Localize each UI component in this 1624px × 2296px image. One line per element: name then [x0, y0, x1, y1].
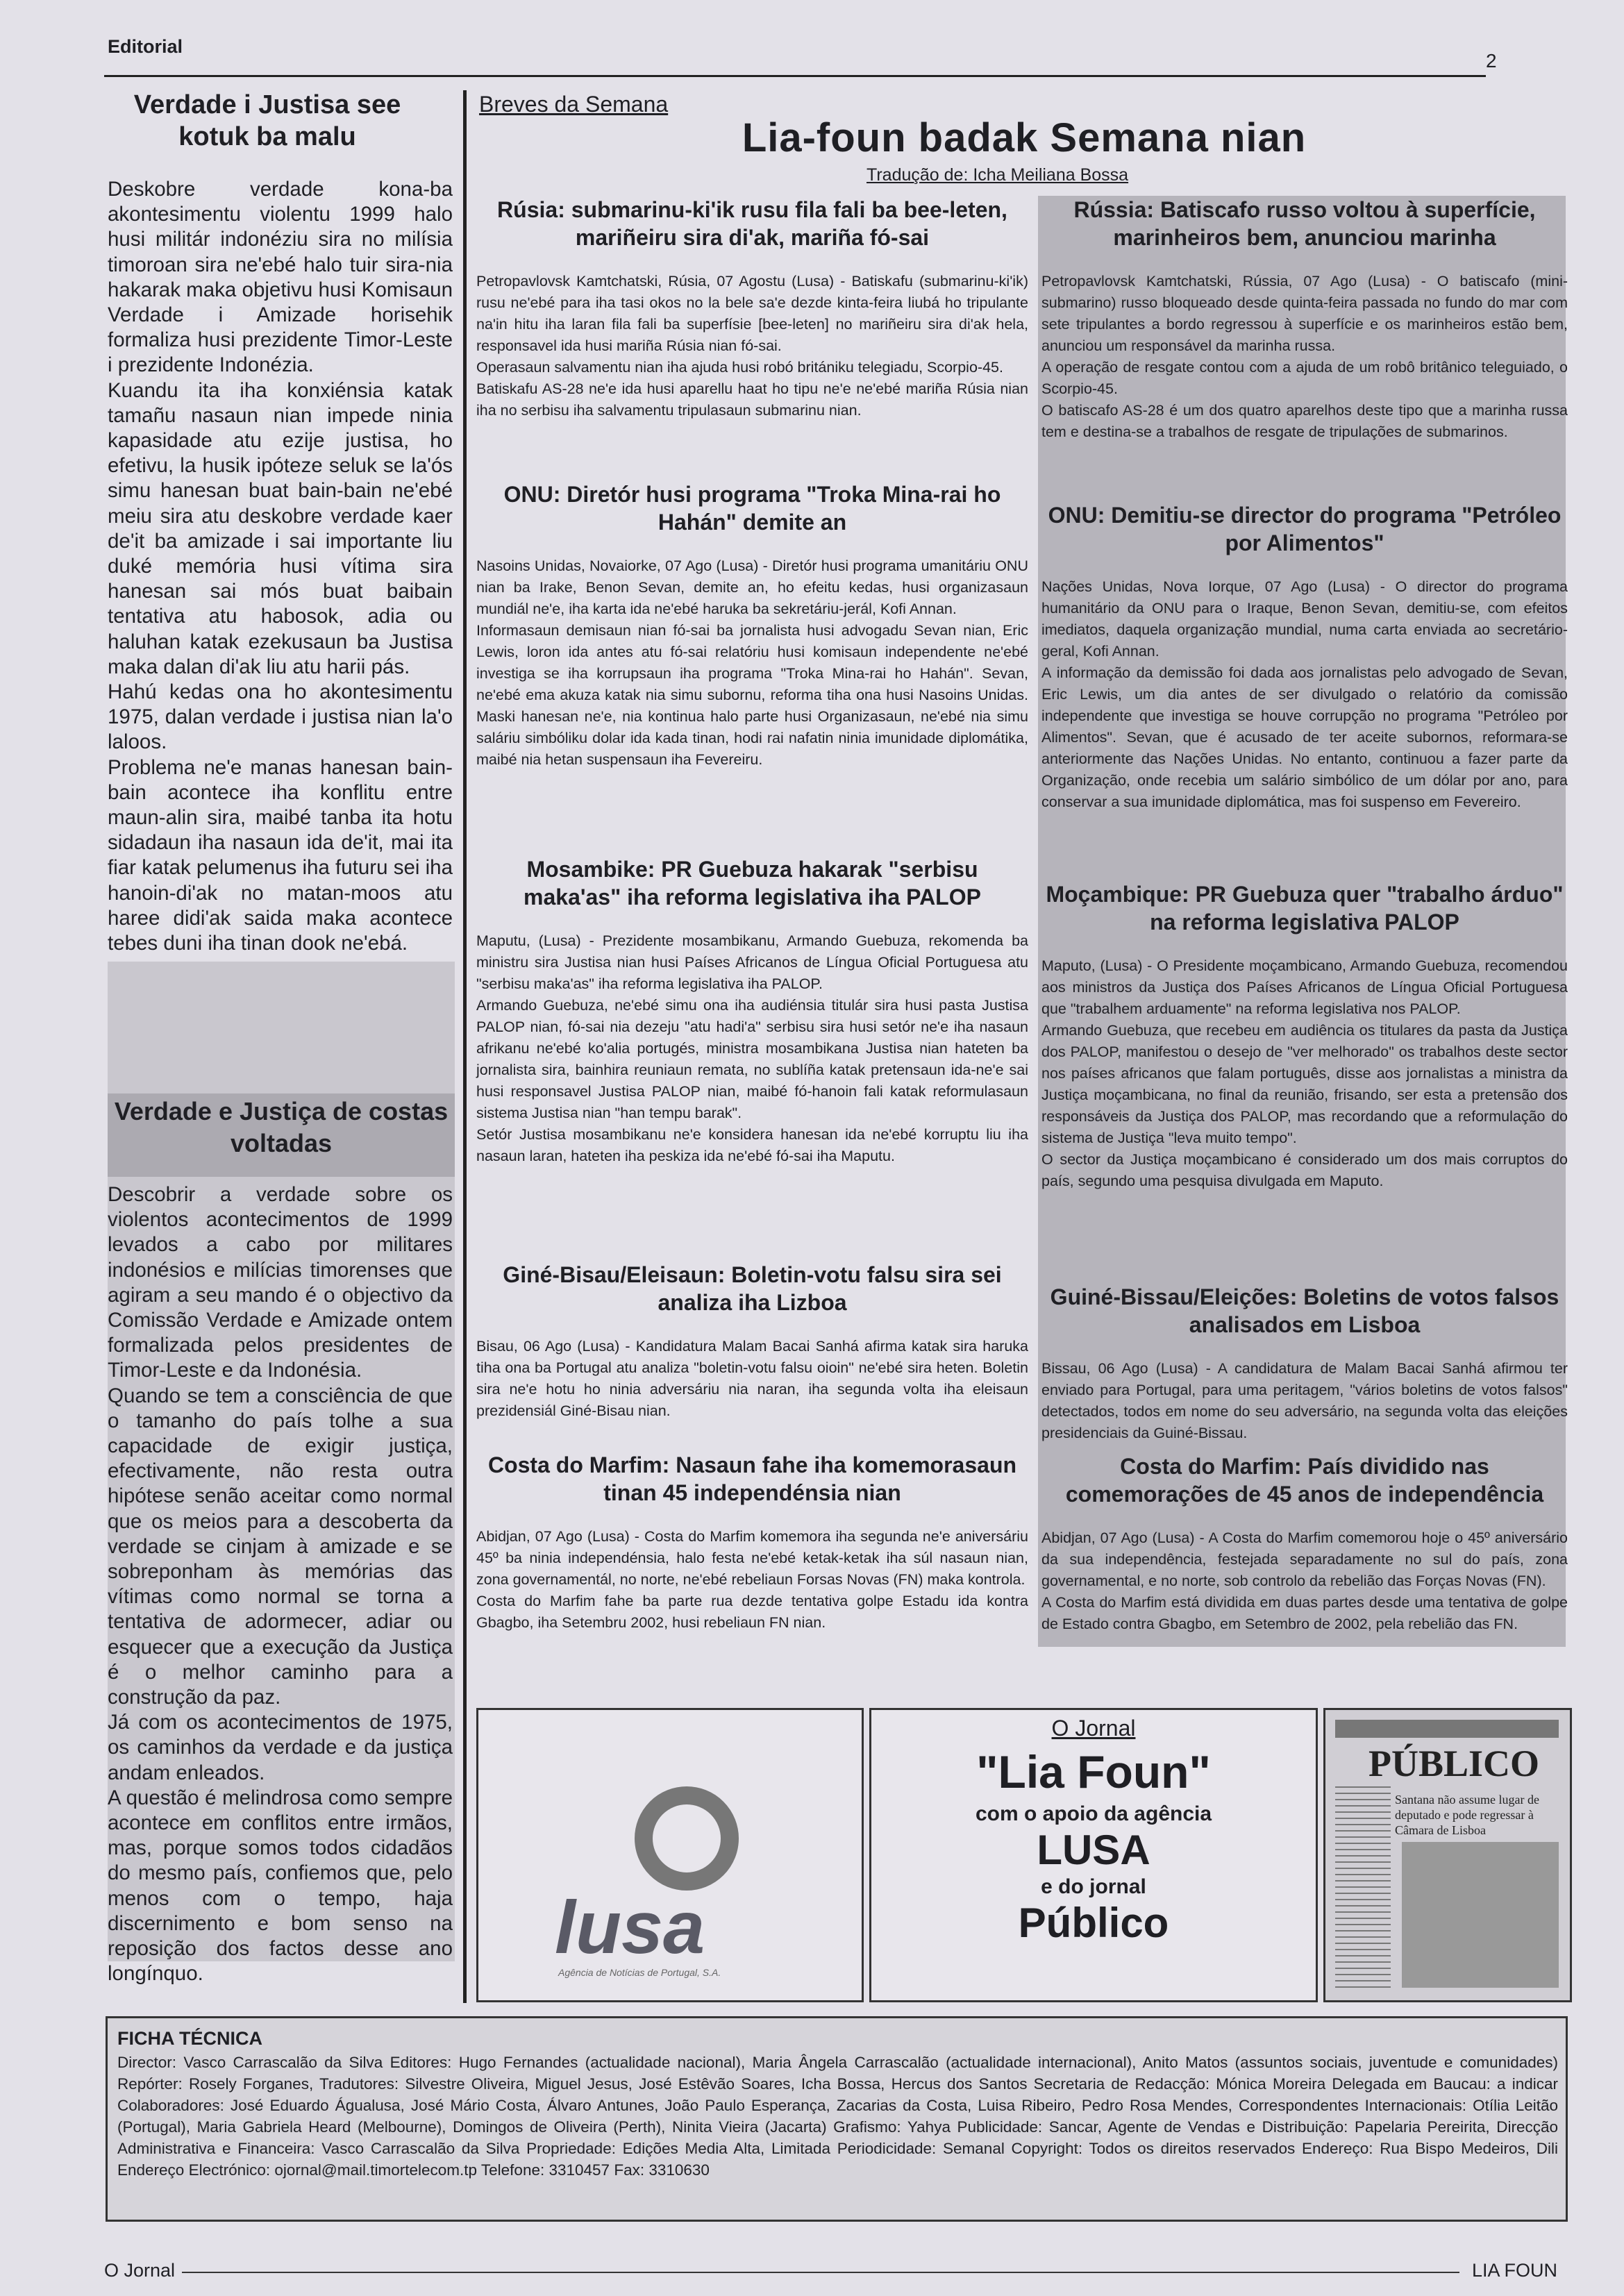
- article-body: [1041, 271, 1568, 443]
- editorial-body-tetum: [108, 177, 453, 956]
- article-paragraph: Informasaun demisaun nian fó-sai ba jornalista husi advogadu Sevan nian, Eric Lewis, loron ida antes atu fó-sai relatóriu husi komisaun independente ne'ebé investiga se iha korrupsaun iha programa "Troka Mina-rai ho Hahán". Sevan, ne'ebé ema akuza katak nia simu subornu, reforma tiha ona husi Nasoins Unidas. Maski hanesan ne'e, nia kontinua halo parte husi Organizasaun, ne'ebé nia simu saláriu simbóliku dolar ida kada tinan, hodi rai nafatin ninia imunidade diplomátika, maibé nia hetan suspensaun iha Fevereiru.: [476, 622, 1028, 768]
- article-paragraph: Bisau, 06 Ago (Lusa) - Kandidatura Malam Bacai Sanhá afirma katak sira haruka tiha ona ba Portugal atu analiza "boletin-votu falsu oioin" ne'ebé sira heten. Boletin sira ne'e hotu ho ninia adversáriu nia naran, iha segunda volta iha eleisaun prezidensiál Giné-Bisau nian.: [476, 1338, 1028, 1419]
- jornal-credit-box: [869, 1708, 1318, 2002]
- jornal-and-text: e do jornal: [1041, 1875, 1146, 1898]
- article-headline: Costa do Marfim: País dividido nas comemorações de 45 anos de independência: [1065, 1454, 1544, 1507]
- article-headline: Rússia: Batiscafo russo voltou à superfície, marinheiros bem, anunciou marinha: [1073, 197, 1536, 250]
- article-russia-portuguese: [1041, 196, 1568, 443]
- article-body: [1041, 576, 1568, 813]
- article-paragraph: Abidjan, 07 Ago (Lusa) - Costa do Marfim komemora iha segunda ne'e aniversáriu 45º ba ninia independénsia, halo festa ne'ebé ketak-ketak iha súl nasaun nian, zona governamentál, no norte, ne'ebé rebeliaun Forsas Novas (FN) maka kontrola.: [476, 1528, 1028, 1588]
- article-paragraph: Nações Unidas, Nova Iorque, 07 Ago (Lusa) - O director do programa humanitário da ONU para o Iraque, Benon Sevan, demitiu-se, com efeitos imediatos, daquela organização mundial, numa carta enviada ao secretário-geral, Kofi Annan.: [1041, 578, 1568, 660]
- article-body: [1041, 955, 1568, 1192]
- article-headline: Moçambique: PR Guebuza quer "trabalho árduo" na reforma legislativa PALOP: [1046, 882, 1564, 935]
- translation-credit: Tradução de: Icha Meiliana Bossa: [867, 165, 1129, 185]
- article-headline: Rúsia: submarinu-ki'ik rusu fila fali ba bee-leten, mariñeiru sira di'ak, mariña fó-sai: [497, 197, 1007, 250]
- article-paragraph: A operação de resgate contou com a ajuda de um robô britânico teleguiado, o Scorpio-45.: [1041, 359, 1568, 397]
- article-headline: Giné-Bisau/Eleisaun: Boletin-votu falsu sira sei analiza iha Lizboa: [503, 1262, 1002, 1315]
- editorial-body-portuguese: [108, 1182, 453, 1987]
- editorial-title-tetum: Verdade i Justisa see kotuk ba malu: [133, 90, 401, 151]
- page-number: 2: [1486, 50, 1497, 72]
- article-paragraph: Maputo, (Lusa) - O Presidente moçambicano, Armando Guebuza, recomendou aos ministros da Justiça dos Países Africanos de Língua Oficial Portuguesa que "trabalhem arduamente" na reforma legislativa nos PALOP.: [1041, 957, 1568, 1017]
- jornal-support-text: com o apoio da agência: [975, 1802, 1212, 1825]
- article-paragraph: Operasaun salvamentu nian iha ajuda husi robó britániku telegiadu, Scorpio-45.: [476, 359, 1003, 376]
- publico-photo: [1402, 1842, 1559, 1988]
- article-paragraph: Armando Guebuza, que recebeu em audiência os titulares da pasta da Justiça dos PALOP, manifestou o desejo de "ver melhorado" os trabalhos deste sector nos países africanos que falam português, disse aos jornalistas a ministra da Justiça moçambicana, no final da reunião, frisando, ser esta a pretensão dos responsáveis da Justiça dos PALOP, mas recordando que a reformulação do sistema de Justiça "leva muito tempo".: [1041, 1022, 1568, 1146]
- article-mozambique-tetum: [476, 855, 1028, 1167]
- article-paragraph: Abidjan, 07 Ago (Lusa) - A Costa do Marfim comemorou hoje o 45º aniversário da sua independência, festejada separadamente no sul do país, zona governamental, e no norte, sob controlo da rebelião das Forças Novas (FN).: [1041, 1530, 1568, 1589]
- article-mozambique-portuguese: [1041, 880, 1568, 1192]
- article-paragraph: Costa do Marfim fahe ba parte rua dezde tentativa golpe Estadu ida kontra Gbagbo, iha Setembru 2002, husi rebeliaun FN nian.: [476, 1593, 1028, 1631]
- article-body: [476, 271, 1028, 421]
- article-headline: ONU: Diretór husi programa "Troka Mina-rai ho Hahán" demite an: [503, 482, 1001, 535]
- section-label: Editorial: [108, 36, 183, 57]
- article-body: [476, 930, 1028, 1167]
- jornal-lusa: LUSA: [1037, 1827, 1150, 1873]
- lusa-tagline: Agência de Notícias de Portugal, S.A.: [558, 1967, 721, 1978]
- article-headline: Guiné-Bissau/Eleições: Boletins de votos falsos analisados em Lisboa: [1050, 1284, 1559, 1337]
- jornal-label: O Jornal: [1051, 1716, 1136, 1741]
- article-body: [1041, 1358, 1568, 1444]
- article-paragraph: O sector da Justiça moçambicano é considerado um dos mais corruptos do país, segundo uma pesquisa divulgada em Maputo.: [1041, 1151, 1568, 1189]
- lusa-logo-box: [476, 1708, 864, 2002]
- footer-rule: [182, 2272, 1459, 2273]
- ficha-body: Director: Vasco Carrascalão da Silva Editores: Hugo Fernandes (actualidade nacional), Maria Ângela Carrascalão (actualidade internacional), Anito Matos (assuntos sociais, juventude e comunidades) Repórter: Rosely Forganes, Tradutores: Silvestre Oliveira, Miguel Jesus, José Estêvão Soares, Icha Bossa, Hercus dos Santos Secretaria de Redacção: Mónica Moreira Delegada em Baucau: a indicar Colaboradores: José Eduardo Águalusa, José Mário Costa, Álvaro Antunes, João Paulo Esperança, Zacarias da Costa, Luisa Ribeiro, Pedro Rosa Mendes, Correspondentes Internacionais: Otília Leitão (Portugal), Maria Gabriela Heard (Melbourne), Domingos de Oliveira (Perth), Ninita Vieira (Jacarta) Grafismo: Yahya Publicidade: Sancar, Agente de Vendas e Distribuição: Papelaria Pereirita, Direcção Administrativa e Financeira: Vasco Carrascalão da Silva Propriedade: Edições Media Alta, Limitada Periodicidade: Semanal Copyright: Todos os direitos reservados Endereço: Rua Bispo Medeiros, Dili Endereço Electrónico: ojornal@mail.timortelecom.tp Telefone: 3310457 Fax: 3310630: [117, 2054, 1558, 2179]
- article-paragraph: Maputu, (Lusa) - Prezidente mosambikanu, Armando Guebuza, rekomenda ba ministru sira Justisa nian husi Países Africanos de Língua Oficial Portuguesa atu "serbisu maka'as" iha reforma legislativa iha PALOP.: [476, 932, 1028, 992]
- article-headline: ONU: Demitiu-se director do programa "Petróleo por Alimentos": [1048, 503, 1562, 555]
- article-onu-portuguese: [1041, 501, 1568, 813]
- publico-top-strip: [1335, 1720, 1559, 1738]
- article-ivory-coast-tetum: [476, 1451, 1028, 1634]
- lusa-logo: lusa: [555, 1885, 705, 1969]
- article-paragraph: A Costa do Marfim está dividida em duas partes desde uma tentativa de golpe de Estado contra Gbagbo, em Setembro de 2002, pela rebelião das FN.: [1041, 1594, 1568, 1632]
- ficha-title: FICHA TÉCNICA: [117, 2028, 262, 2049]
- breves-heading: Breves da Semana: [479, 92, 669, 117]
- article-body: [476, 1526, 1028, 1634]
- article-headline: Costa do Marfim: Nasaun fahe iha komemorasaun tinan 45 independénsia nian: [487, 1452, 1017, 1505]
- article-paragraph: A informação da demissão foi dada aos jornalistas pelo advogado de Sevan, Eric Lewis, um dia antes de ser divulgado o relatório da comissão independente que investiga se houve corrupção no programa "Petróleo por Alimentos". Sevan, que é acusado de ter aceite subornos, reformara-se anteriormente das Nações Unidas. No entanto, continuou a fazer parte da Organização, onde recebia um salário simbólico de um dólar por ano, para conservar a sua imunidade diplomática, mas foi suspenso em Fevereiro.: [1041, 664, 1568, 810]
- article-paragraph: Armando Guebuza, ne'ebé simu ona iha audiénsia titulár sira husi pasta Justisa PALOP nian, fó-sai nia dezeju "atu hadi'a" serbisu sira husi setór ne'e iha nasaun afrikanu ne'ebé ko'alia portugés, ministra mosambikana Justisa nian hateten ba jornalista sira, bainhira reuniaun remata, no sublíña katak pretensaun ida-ne'e sai husi responsavel Justisa PALOP nian, maibé fó-hanoin fali katak reformulasaun sistema Justisa nian "han tempu barak".: [476, 997, 1028, 1121]
- editorial-paragraph: Hahú kedas ona ho akontesimentu 1975, dalan verdade i justisa nian la'o laloos.: [108, 680, 453, 754]
- ficha-tecnica-box: [106, 2016, 1568, 2222]
- article-russia-tetum: [476, 196, 1028, 421]
- jornal-publico: Público: [1018, 1900, 1169, 1946]
- article-guinea-tetum: [476, 1261, 1028, 1422]
- publico-headline: Santana não assume lugar de deputado e pode regressar à Câmara de Lisboa: [1395, 1793, 1539, 1837]
- globe-icon: [635, 1786, 739, 1891]
- editorial-title-portuguese: Verdade e Justiça de costas voltadas: [114, 1097, 449, 1157]
- footer-left: O Jornal: [104, 2260, 176, 2281]
- article-body: [476, 555, 1028, 771]
- article-paragraph: Petropavlovsk Kamtchatski, Rúsia, 07 Agostu (Lusa) - Batiskafu (submarinu-ki'ik) rusu ne'ebé para iha tasi okos no la bele sa'e dezde kinta-feira liubá ho tripulante na'in hitu iha laran fila fali ba superfísie [bee-leten] no mariñeiru sira di'ak hela, responsavel ida husi mariña Rúsia nian fó-sai.: [476, 273, 1028, 354]
- editorial-paragraph: Kuandu ita iha konxiénsia katak tamañu nasaun nian impede ninia kapasidade atu ezije justisa, ho efetivu, la husik ipóteze seluk se la'ós simu hanesan buat bain-bain ne'ebé meiu sira atu deskobre verdade kaer de'it ba amizade i sai importante liu duké memória husi vítima sira hanesan sai mós buat baibain tentativa atu habosok, adia ou haluhan katak ezekusaun ba Justisa maka dalan di'ak liu atu harii pás.: [108, 378, 453, 678]
- article-ivory-coast-portuguese: [1041, 1452, 1568, 1635]
- editorial-paragraph: Quando se tem a consciência de que o tamanho do país tolhe a sua capacidade de exigir justiça, efectivamente, não resta outra hipótese senão aceitar como normal que os meios para a descoberta da verdade se cinjam à amizade e se sobreponham às memórias das vítimas como normal se torna a tentativa de adormecer, adiar ou esquecer que a execução da Justiça é o melhor caminho para a construção da paz.: [108, 1384, 453, 1709]
- top-rule: [104, 75, 1486, 77]
- article-body: [1041, 1527, 1568, 1635]
- editorial-paragraph: Problema ne'e manas hanesan bain-bain acontece iha konflitu entre maun-alin sira, maibé tanba ita hotu sidadaun iha nasaun ida de'it, mai ita fiar katak pelumenus iha futuru sei iha hanoin-di'ak no matan-moos atu haree didi'ak saida maka acontece tebes duni iha tinan dook ne'ebá.: [108, 755, 453, 955]
- editorial-paragraph: Deskobre verdade kona-ba akontesimentu violentu 1999 halo husi militár indonéziu sira no milísia timoroan sira ne'ebé halo tuir sira-nia hakarak maka objetivu husi Komisaun Verdade i Amizade horisehik formaliza husi prezidente Timor-Leste i prezidente Indonézia.: [108, 178, 453, 377]
- publico-masthead: PÚBLICO: [1368, 1743, 1540, 1784]
- column-rule: [463, 90, 467, 2003]
- article-guinea-portuguese: [1041, 1283, 1568, 1444]
- publico-front-page: [1323, 1708, 1572, 2002]
- editorial-paragraph: Já com os acontecimentos de 1975, os caminhos da verdade e da justiça andam enleados.: [108, 1711, 453, 1784]
- jornal-name: "Lia Foun": [976, 1746, 1211, 1798]
- article-headline: Mosambike: PR Guebuza hakarak "serbisu maka'as" iha reforma legislativa iha PALOP: [524, 857, 981, 910]
- article-paragraph: Batiskafu AS-28 ne'e ida husi aparellu haat ho tipu ne'e ne'ebé mariña Rúsia nian iha no serbisu iha salvamentu tripulasaun submarinu nian.: [476, 380, 1028, 419]
- article-paragraph: Nasoins Unidas, Novaiorke, 07 Ago (Lusa) - Diretór husi programa umanitáriu ONU nian ba Irake, Benon Sevan, demite an, ho efeitu kedas, husi organizasaun mundiál ne'e, iha karta ida ne'ebé haruka ba sekretáriu-jerál, Kofi Annan.: [476, 558, 1028, 617]
- page-title: Lia-foun badak Semana nian: [742, 115, 1307, 160]
- editorial-paragraph: Descobrir a verdade sobre os violentos acontecimentos de 1999 levados a cabo por militares indonésios e milícias timorenses que agiram a seu mando é o objectivo da Comissão Verdade e Amizade ontem formalizada pelos presidentes de Timor-Leste e da Indonésia.: [108, 1183, 453, 1382]
- article-paragraph: Setór Justisa mosambikanu ne'e konsidera hanesan ida ne'ebé korruptu liu iha nasaun laran, hateten iha peskiza ida ne'ebé fó-sai iha Maputu.: [476, 1126, 1028, 1164]
- article-onu-tetum: [476, 480, 1028, 771]
- footer-right: LIA FOUN: [1472, 2260, 1558, 2281]
- article-paragraph: Petropavlovsk Kamtchatski, Rússia, 07 Ago (Lusa) - O batiscafo (mini-submarino) russo bloqueado desde quinta-feira passada no fundo do mar com sete tripulantes a bordo regressou à superfície e os marinheiros estão bem, anunciou um responsável da marinha russa.: [1041, 273, 1568, 354]
- editorial-paragraph: A questão é melindrosa como sempre acontece em conflitos entre irmãos, mas, porque somos todos cidadãos do mesmo país, confiemos que, pelo menos com o tempo, haja discernimento e bom senso na reposição dos factos desse ano longínquo.: [108, 1786, 453, 1986]
- publico-text-columns: [1335, 1786, 1391, 1988]
- article-body: [476, 1336, 1028, 1422]
- article-paragraph: O batiscafo AS-28 é um dos quatro aparelhos deste tipo que a marinha russa tem e destina-se a trabalhos de resgate de tripulações de submarinos.: [1041, 402, 1568, 440]
- article-paragraph: Bissau, 06 Ago (Lusa) - A candidatura de Malam Bacai Sanhá afirmou ter enviado para Portugal, para uma peritagem, "vários boletins de votos falsos" detectados, todos em nome do seu adversário, na segunda volta das eleições presidenciais da Guiné-Bissau.: [1041, 1360, 1568, 1441]
